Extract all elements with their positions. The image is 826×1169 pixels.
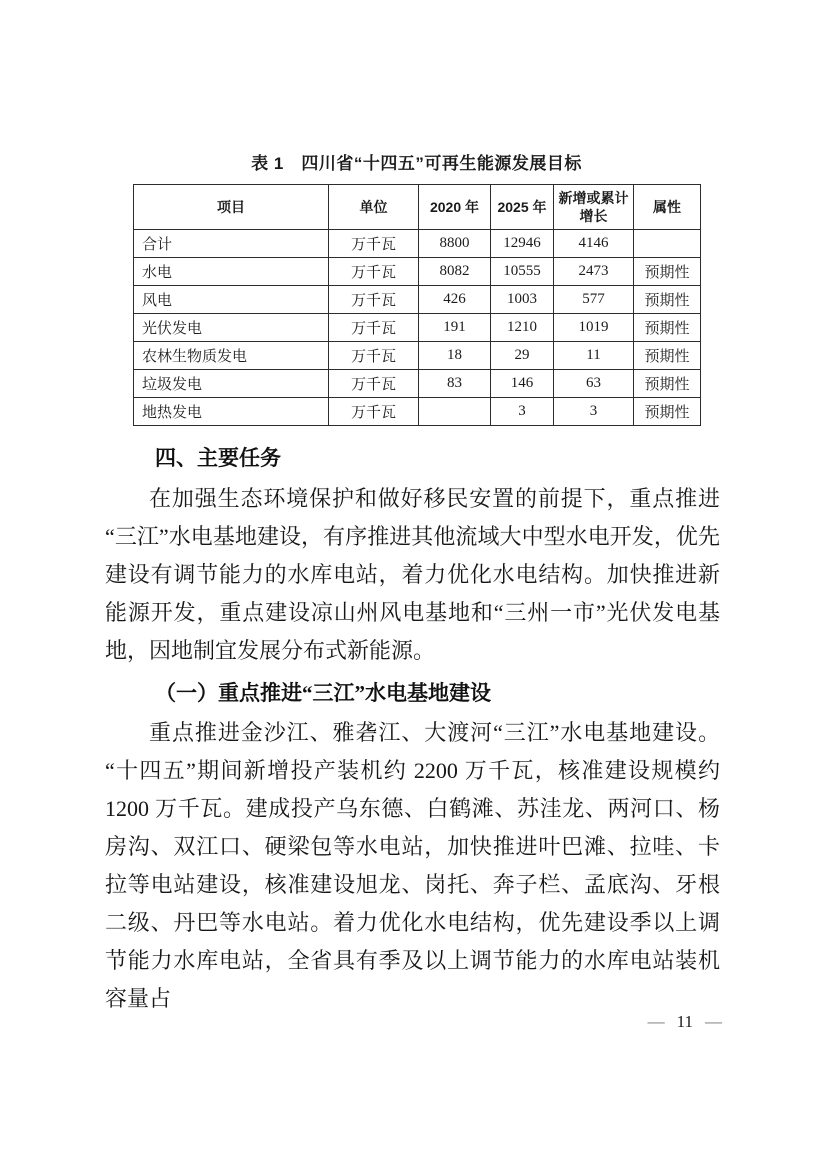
table-cell: 水电 <box>134 258 329 286</box>
table-cell: 12946 <box>491 230 554 258</box>
table-cell: 1019 <box>554 314 634 342</box>
table-cell: 18 <box>419 342 491 370</box>
subsection-heading-sanjiang-hydro: （一）重点推进“三江”水电基地建设 <box>155 681 491 705</box>
table-cell: 83 <box>419 370 491 398</box>
table-row <box>134 342 701 370</box>
table-cell: 426 <box>419 286 491 314</box>
page-number-dash-right: — <box>705 1012 722 1031</box>
table-row <box>134 286 701 314</box>
table-cell: 垃圾发电 <box>134 370 329 398</box>
table-header-row <box>134 185 701 230</box>
table-cell: 万千瓦 <box>329 314 419 342</box>
table-cell: 8082 <box>419 258 491 286</box>
table-cell: 农林生物质发电 <box>134 342 329 370</box>
table-cell: 风电 <box>134 286 329 314</box>
table-body <box>134 230 701 426</box>
page-content <box>105 152 720 1018</box>
table-cell: 63 <box>554 370 634 398</box>
table-header-cell: 新增或累计增长 <box>554 185 634 230</box>
table-cell: 11 <box>554 342 634 370</box>
table-row <box>134 258 701 286</box>
table-cell: 万千瓦 <box>329 398 419 426</box>
renewable-energy-targets-table <box>133 184 701 426</box>
table-cell: 万千瓦 <box>329 342 419 370</box>
paragraph-sanjiang-hydro-detail: 重点推进金沙江、雅砻江、大渡河“三江”水电基地建设。“十四五”期间新增投产装机约 2200 万千瓦，核准建设规模约 1200 万千瓦。建成投产乌东德、白鹤滩、苏洼龙、两河口、杨房沟、双江口、硬梁包等水电站，加快推进叶巴滩、拉哇、卡拉等电站建设，核准建设旭龙、岗托、奔子栏、孟底沟、牙根二级、丹巴等水电站。着力优化水电结构，优先建设季以上调节能力水库电站，全省具有季及以上调节能力的水库电站装机容量占 <box>105 720 720 1011</box>
table-cell <box>634 230 701 258</box>
table-cell: 1003 <box>491 286 554 314</box>
table-cell: 万千瓦 <box>329 258 419 286</box>
table-cell: 预期性 <box>634 342 701 370</box>
table-header-cell: 2025 年 <box>491 185 554 230</box>
table-cell: 191 <box>419 314 491 342</box>
table-cell: 预期性 <box>634 370 701 398</box>
table-cell: 合计 <box>134 230 329 258</box>
page-number <box>648 1012 722 1032</box>
table-cell: 577 <box>554 286 634 314</box>
table-row <box>134 230 701 258</box>
table-header-cell: 属性 <box>634 185 701 230</box>
table-cell: 146 <box>491 370 554 398</box>
table-cell: 预期性 <box>634 258 701 286</box>
table-header-cell: 项目 <box>134 185 329 230</box>
table-title: 表 1 四川省“十四五”可再生能源发展目标 <box>251 154 582 173</box>
table-cell: 1210 <box>491 314 554 342</box>
table-cell: 29 <box>491 342 554 370</box>
table-cell <box>419 398 491 426</box>
table-cell: 光伏发电 <box>134 314 329 342</box>
table-cell: 地热发电 <box>134 398 329 426</box>
table-cell: 3 <box>554 398 634 426</box>
table-cell: 预期性 <box>634 398 701 426</box>
table-cell: 万千瓦 <box>329 230 419 258</box>
table-row <box>134 370 701 398</box>
page-number-value: 11 <box>676 1012 693 1031</box>
table-cell: 3 <box>491 398 554 426</box>
table-header-cell: 单位 <box>329 185 419 230</box>
table-cell: 预期性 <box>634 286 701 314</box>
section-heading-main-tasks: 四、主要任务 <box>155 447 281 470</box>
table-row <box>134 314 701 342</box>
table-cell: 预期性 <box>634 314 701 342</box>
table-cell: 2473 <box>554 258 634 286</box>
table-header-cell: 2020 年 <box>419 185 491 230</box>
table-cell: 10555 <box>491 258 554 286</box>
table-cell: 4146 <box>554 230 634 258</box>
table-cell: 万千瓦 <box>329 370 419 398</box>
table-cell: 万千瓦 <box>329 286 419 314</box>
paragraph-main-tasks-intro: 在加强生态环境保护和做好移民安置的前提下，重点推进“三江”水电基地建设，有序推进其他流域大中型水电开发，优先建设有调节能力的水库电站，着力优化水电结构。加快推进新能源开发，重点建设凉山州风电基地和“三州一市”光伏发电基地，因地制宜发展分布式新能源。 <box>105 486 720 663</box>
table-row <box>134 398 701 426</box>
table-cell: 8800 <box>419 230 491 258</box>
page-number-dash-left: — <box>647 1012 665 1031</box>
